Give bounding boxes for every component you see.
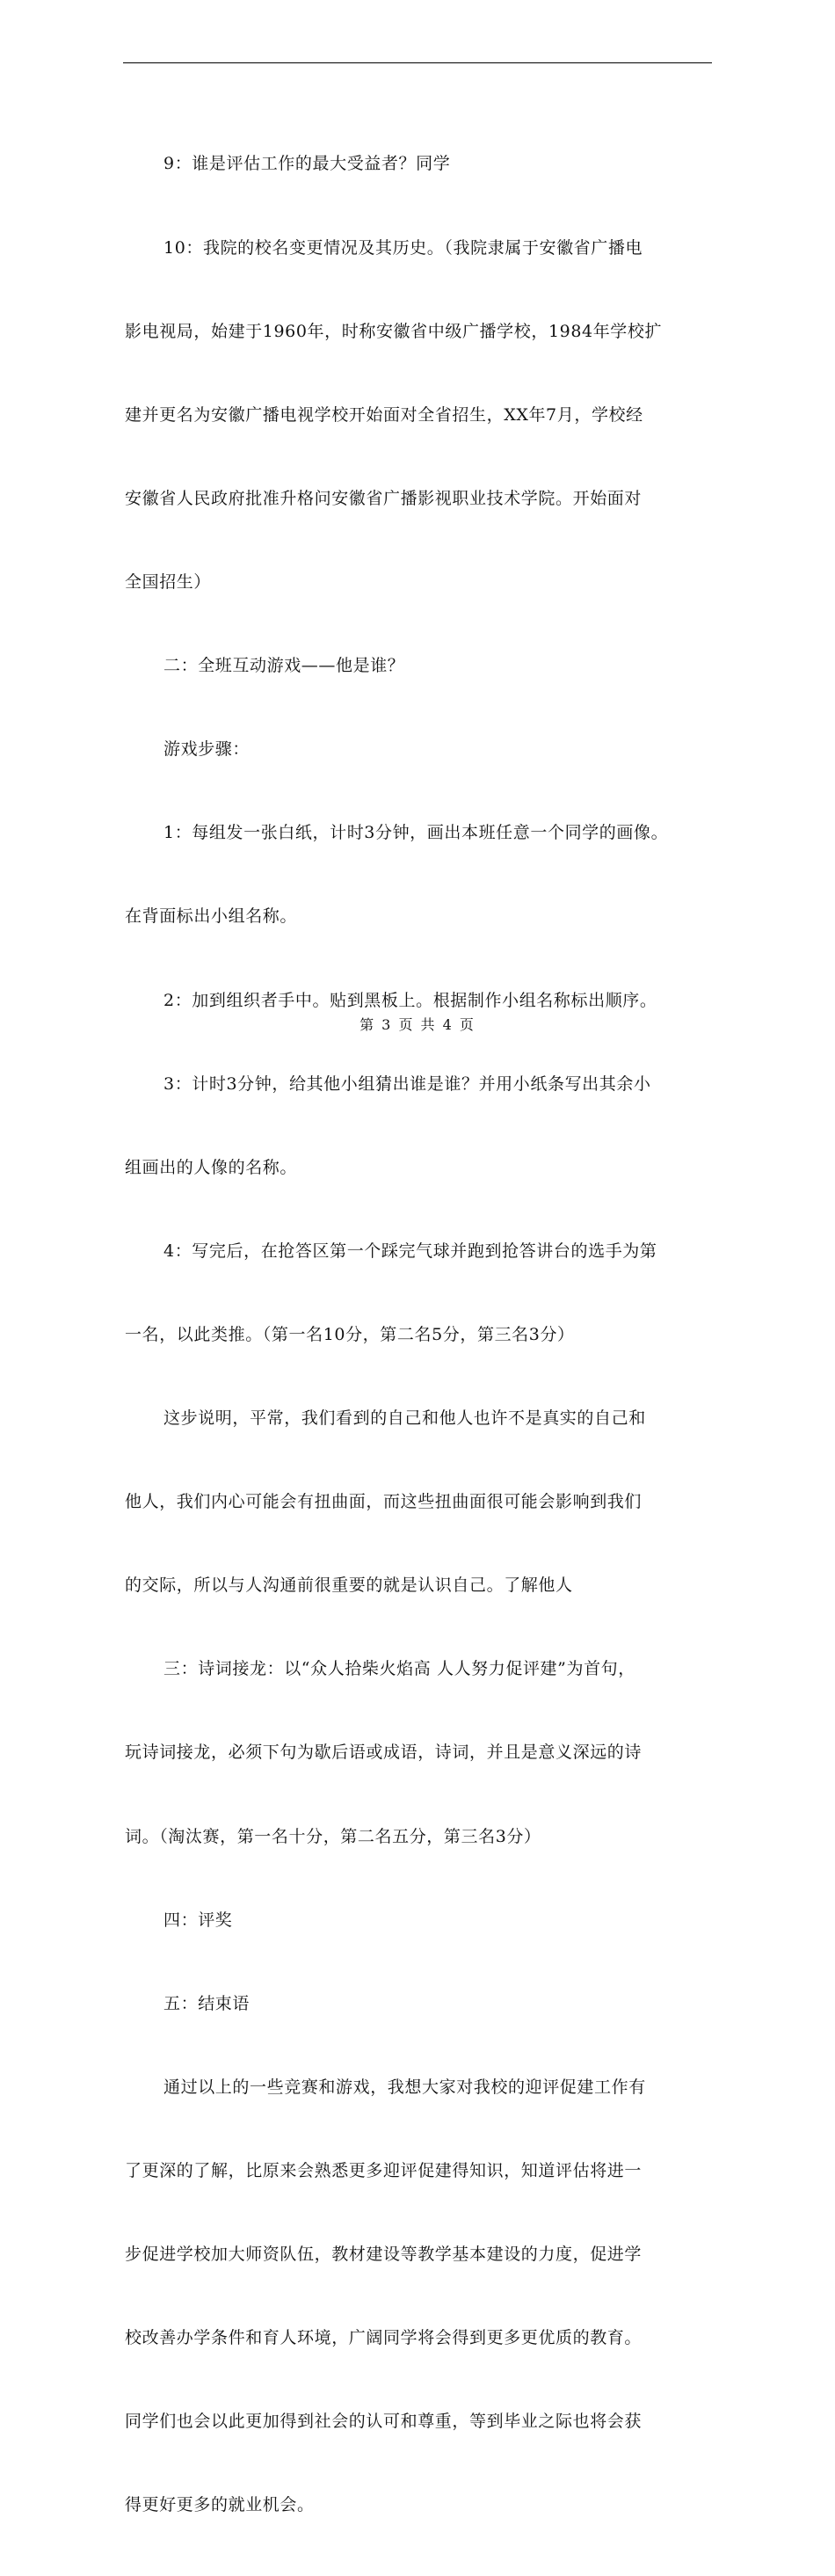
text-line: 10：我院的校名变更情况及其历史。（我院隶属于安徽省广播电 bbox=[163, 237, 643, 258]
text-line: 游戏步骤： bbox=[163, 739, 250, 760]
text-line: 同学们也会以此更加得到社会的认可和尊重，等到毕业之际也将会获 bbox=[125, 2412, 643, 2432]
text-line: 了更深的了解，比原来会熟悉更多迎评促建得知识，知道评估将进一 bbox=[125, 2161, 643, 2181]
text-line: 的交际，所以与人沟通前很重要的就是认识自己。了解他人 bbox=[125, 1575, 573, 1596]
text-line: 4：写完后，在抢答区第一个踩完气球并跑到抢答讲台的选手为第 bbox=[163, 1241, 657, 1261]
page-number-footer: 第 3 页 共 4 页 bbox=[359, 1016, 476, 1033]
text-line: 安徽省人民政府批准升格问安徽省广播影视职业技术学院。开始面对 bbox=[125, 488, 643, 508]
text-line: 这步说明，平常，我们看到的自己和他人也许不是真实的自己和 bbox=[163, 1408, 646, 1429]
text-line: 二：全班互动游戏——他是谁？ bbox=[163, 656, 405, 676]
text-line: 五：结束语 bbox=[163, 1993, 250, 2013]
text-line: 词。（淘汰赛，第一名十分，第二名五分，第三名3分） bbox=[125, 1826, 541, 1846]
text-line: 9：谁是评估工作的最大受益者？同学 bbox=[163, 154, 451, 174]
body-text bbox=[125, 95, 712, 2576]
text-line: 玩诗词接龙，必须下句为歇后语或成语，诗词，并且是意义深远的诗 bbox=[125, 1743, 643, 1763]
text-line: 影电视局，始建于1960年，时称安徽省中级广播学校，1984年学校扩 bbox=[125, 321, 663, 341]
header-rule bbox=[123, 62, 712, 63]
text-line: 3：计时3分钟，给其他小组猜出谁是谁？并用小纸条写出其余小 bbox=[163, 1073, 651, 1094]
document-body bbox=[125, 95, 712, 2576]
text-line: 一名，以此类推。（第一名10分，第二名5分，第三名3分） bbox=[125, 1324, 575, 1344]
text-line: 在背面标出小组名称。 bbox=[125, 906, 298, 927]
text-line: 校改善办学条件和育人环境，广阔同学将会得到更多更优质的教育。 bbox=[125, 2328, 643, 2348]
text-line: 通过以上的一些竞赛和游戏，我想大家对我校的迎评促建工作有 bbox=[163, 2077, 646, 2097]
text-line: 全国招生） bbox=[125, 571, 212, 592]
text-line: 他人，我们内心可能会有扭曲面，而这些扭曲面很可能会影响到我们 bbox=[125, 1492, 643, 1512]
text-line: 三：诗词接龙：以“众人拾柴火焰高 人人努力促评建”为首句， bbox=[163, 1659, 635, 1679]
text-line: 得更好更多的就业机会。 bbox=[125, 2495, 315, 2515]
text-line: 建并更名为安徽广播电视学校开始面对全省招生，XX年7月，学校经 bbox=[125, 404, 643, 425]
text-line: 步促进学校加大师资队伍，教材建设等教学基本建设的力度，促进学 bbox=[125, 2245, 643, 2265]
text-line: 2：加到组织者手中。贴到黑板上。根据制作小组名称标出顺序。 bbox=[163, 990, 657, 1010]
text-line: 1：每组发一张白纸，计时3分钟，画出本班任意一个同学的画像。 bbox=[163, 823, 669, 843]
text-line: 组画出的人像的名称。 bbox=[125, 1157, 298, 1177]
text-line: 四：评奖 bbox=[163, 1910, 233, 1930]
